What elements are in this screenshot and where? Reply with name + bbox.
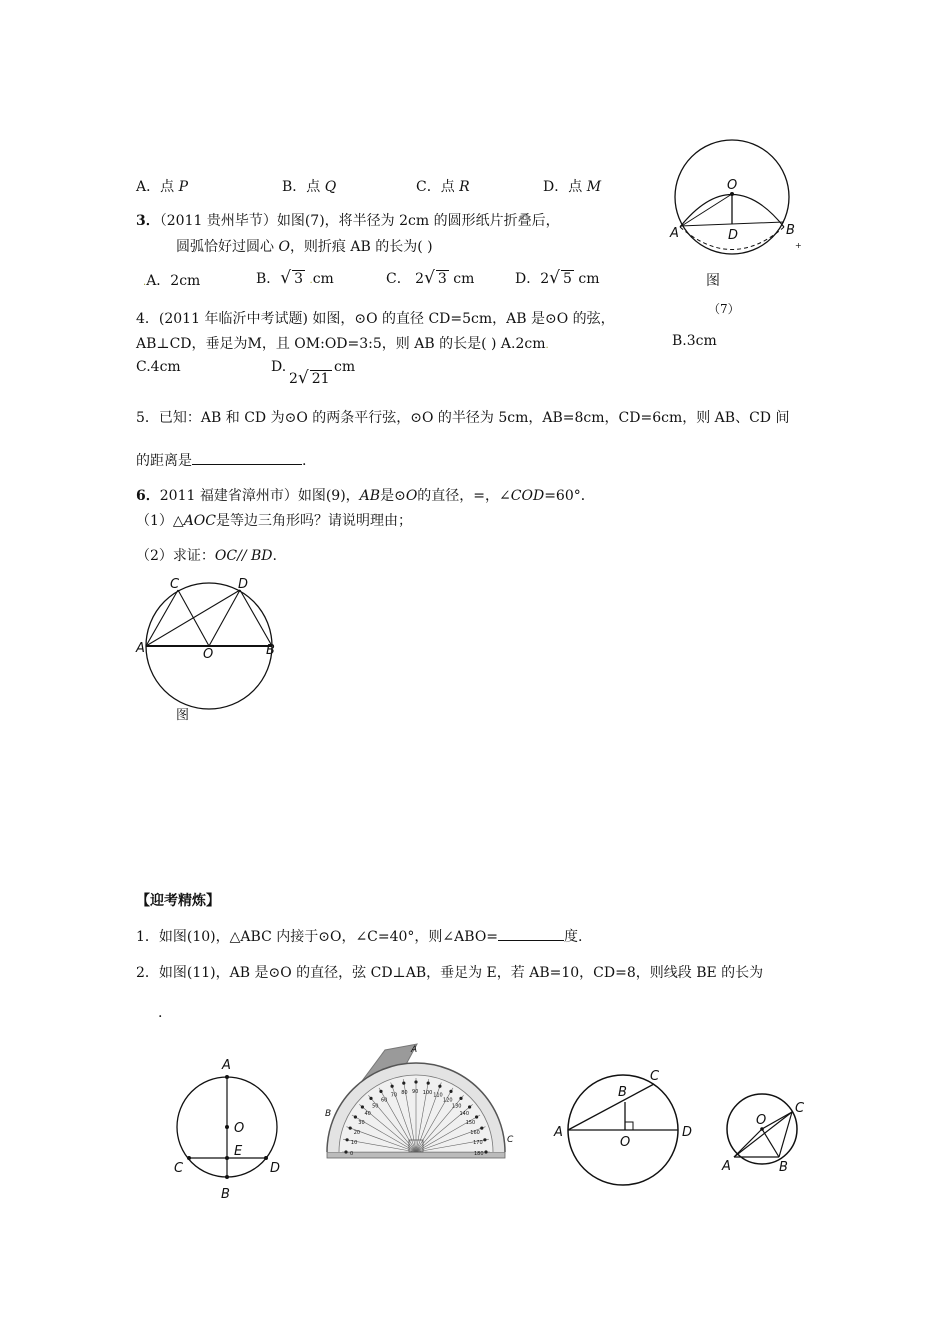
protractor-dot (459, 1097, 462, 1100)
protractor-dot (438, 1085, 441, 1088)
protractor-tick-label: 180 (474, 1151, 484, 1157)
fig7-label-b: B (786, 223, 795, 238)
protractor-tick-label: 20 (353, 1129, 361, 1136)
section-heading: 【迎考精炼】 (136, 893, 220, 909)
protractor-label-c: C (507, 1135, 514, 1145)
protractor-tick-label: 10 (350, 1140, 358, 1147)
q5-line2: 的距离是 . (136, 450, 306, 470)
fig9-label-c: C (170, 577, 180, 592)
protractor-tick-label: 160 (470, 1129, 480, 1136)
fig10-label-e: E (234, 1144, 243, 1159)
fig9-label-o: O (203, 647, 214, 662)
fig9-label-d: D (238, 577, 249, 592)
protractor-tick-label: 150 (465, 1120, 476, 1126)
protractor-dot (468, 1105, 471, 1108)
q4-option-b: B.3cm (672, 333, 717, 349)
protractor-tick-label: 70 (390, 1092, 398, 1099)
fig9-label-b: B (266, 643, 275, 658)
protractor-tick-label: 50 (372, 1103, 379, 1110)
protractor-tick-label: 100 (422, 1089, 433, 1096)
q6-sub1: （1）△AOC是等边三角形吗？请说明理由； (136, 513, 412, 529)
figure-10-diagram (170, 1052, 290, 1202)
q4-line2: AB⊥CD，垂足为M，且 OM:OD=3:5，则 AB 的长是( ) A.2cm. (136, 336, 549, 352)
protractor-dot (427, 1082, 430, 1085)
fig10-label-b: B (221, 1187, 230, 1202)
q2-option-a: A．点 P (136, 179, 188, 195)
figure-11-diagram (548, 1060, 708, 1190)
q3-option-c: C． 2√ 3 cm (386, 268, 475, 288)
fig12-label-a: A (722, 1159, 731, 1174)
q4-option-d-value: 2√ 21 (289, 368, 330, 388)
protractor-tick-label: 170 (473, 1140, 483, 1147)
svg-text:+: + (795, 241, 802, 250)
q3-option-d: D．2√ 5 cm (515, 268, 600, 288)
q2-option-b: B．点 Q (282, 179, 337, 195)
figure-7-number: （7） (708, 302, 740, 316)
protractor-tick-label: 80 (401, 1089, 408, 1096)
q4-option-d-prefix: D. (271, 359, 287, 375)
figure-7-caption: 图 (706, 273, 720, 289)
figure-9-diagram (134, 576, 284, 706)
fig9-label-a: A (136, 641, 145, 656)
q5-line1: 5．已知：AB 和 CD 为⊙O 的两条平行弦，⊙O 的半径为 5cm，AB=8cm，CD=6cm，则 AB、CD 间 (136, 410, 790, 426)
protractor-dot (379, 1090, 382, 1093)
protractor-label-a: A (411, 1045, 418, 1055)
protractor-tick-label: 120 (443, 1097, 453, 1104)
q4-option-d-unit: cm (334, 359, 356, 375)
fig12-label-c: C (795, 1101, 805, 1116)
protractor-tick-label: 140 (459, 1111, 470, 1118)
fig12-label-o: O (756, 1113, 767, 1128)
q3-option-a: .A．2cm (143, 273, 201, 289)
q4-line1: 4．(2011 年临沂中考试题) 如图，⊙O 的直径 CD=5cm，AB 是⊙O 的弦， (136, 311, 615, 327)
figure-7-diagram (670, 142, 805, 282)
protractor-tick-label: 40 (364, 1111, 371, 1118)
protractor-tick-label: 0 (350, 1151, 354, 1157)
section-q2: 2．如图(11)，AB 是⊙O 的直径，弦 CD⊥AB，垂足为 E，若 AB=10，CD=8，则线段 BE 的长为 (136, 965, 764, 981)
fig10-label-d: D (270, 1161, 281, 1176)
q2-option-c: C．点 R (416, 179, 470, 195)
protractor-tick-label: 130 (451, 1103, 462, 1110)
protractor-dot (349, 1127, 352, 1130)
fig10-label-c: C (174, 1161, 184, 1176)
figure-9-caption: 图 (176, 708, 190, 723)
protractor-tick-label: 30 (358, 1120, 365, 1126)
q3-option-b: B．√ 3 .cm (256, 268, 334, 288)
fig11-label-d: D (682, 1125, 693, 1140)
q3-line1: 3．（2011 贵州毕节）如图(7)，将半径为 2cm 的圆形纸片折叠后， (136, 213, 560, 229)
fig10-label-o: O (234, 1121, 245, 1136)
fig12-label-b: B (779, 1160, 788, 1175)
protractor-label-b: B (325, 1109, 332, 1119)
fig7-label-o: O (727, 178, 738, 193)
protractor-dot (402, 1082, 405, 1085)
protractor-dot (484, 1150, 487, 1153)
q6-intro: 6．2011 福建省漳州市）如图(9)，AB是⊙O的直径，=，∠COD=60°． (136, 488, 595, 504)
protractor-dot (414, 1080, 417, 1083)
figure-12-diagram (712, 1084, 817, 1174)
protractor-dot (475, 1115, 478, 1118)
protractor-dot (354, 1115, 357, 1118)
protractor-tick-label: 110 (433, 1092, 443, 1099)
protractor-dot (346, 1138, 349, 1141)
q2-option-d: D．点 M (543, 179, 602, 195)
protractor-dot (369, 1097, 372, 1100)
protractor-dot (449, 1090, 452, 1093)
fig7-label-a: A (670, 226, 679, 241)
protractor-tick-label: 60 (381, 1097, 388, 1104)
protractor-dot (391, 1085, 394, 1088)
protractor-dot (344, 1150, 347, 1153)
fig11-label-a: A (554, 1125, 563, 1140)
protractor-dot (483, 1138, 486, 1141)
q4-option-c: C.4cm (136, 359, 181, 375)
protractor-tick-label: 90 (412, 1089, 419, 1095)
figure-protractor-diagram (325, 1040, 520, 1165)
fig10-label-a: A (222, 1058, 231, 1073)
fig11-label-o: O (620, 1135, 631, 1150)
fig7-label-d: D (728, 228, 739, 243)
protractor-dot (480, 1127, 483, 1130)
q6-sub2: （2）求证：OC// BD. (136, 548, 277, 564)
protractor-dot (361, 1105, 364, 1108)
q3-line2: 圆弧恰好过圆心 O，则折痕 AB 的长为( ) (176, 239, 433, 255)
fig11-label-c: C (650, 1069, 660, 1084)
fig11-label-b: B (618, 1085, 627, 1100)
section-q1: 1．如图(10)，△ABC 内接于⊙O，∠C=40°，则∠ABO= 度. (136, 926, 582, 946)
section-q2-end: . (158, 1005, 163, 1021)
